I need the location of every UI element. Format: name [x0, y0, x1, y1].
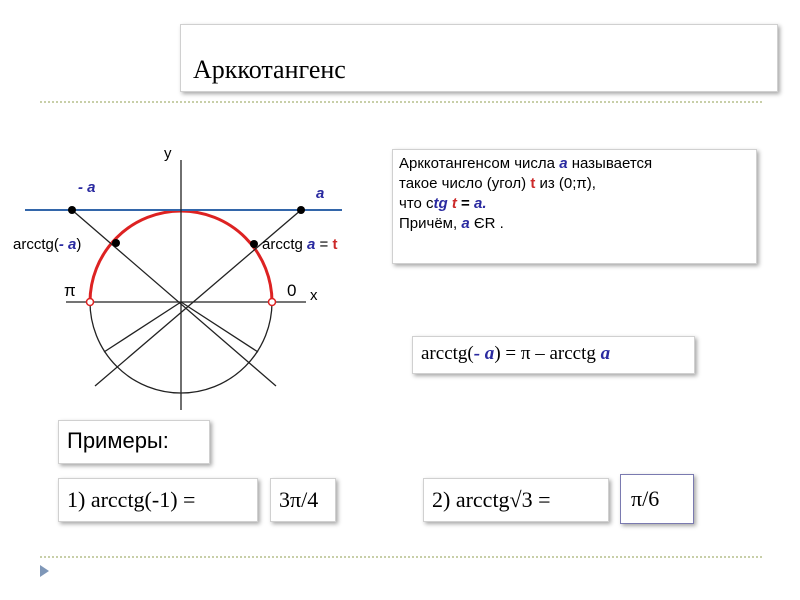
label-arcctg-neg-a: arcctg(- a): [13, 236, 82, 253]
radial-line-3: [104, 302, 181, 352]
radial-line-4: [181, 302, 258, 352]
point-zero: [269, 299, 276, 306]
example-1-answer: 3π/4: [270, 478, 336, 522]
definition-line-2: такое число (угол) t из (0;π),: [399, 175, 596, 192]
label-arcctg-a-t: arcctg a = t: [262, 236, 338, 253]
examples-label: Примеры:: [67, 428, 169, 453]
slide-title: Арккотангенс: [193, 55, 346, 84]
label-a: a: [316, 185, 325, 202]
definition-line-1: Арккотангенсом числа а называется: [399, 155, 653, 172]
point-a: [297, 206, 305, 214]
bottom-divider: [40, 556, 762, 558]
label-neg-a: - a: [78, 179, 96, 196]
label-pi: π: [64, 281, 76, 300]
unit-circle-diagram: [0, 0, 400, 420]
formula-box: arcctg(- а) = π – arcctg а: [412, 336, 695, 374]
point-neg-a: [68, 206, 76, 214]
point-pi: [87, 299, 94, 306]
definition-line-3: что ctg t = а.: [399, 195, 487, 212]
label-x: x: [310, 287, 318, 304]
example-1-question: 1) arcctg(-1) =: [58, 478, 258, 522]
definition-line-4: Причём, а ЄR .: [399, 215, 504, 232]
example-2-question: 2) arcctg√3 =: [423, 478, 609, 522]
example-2-answer: π/6: [620, 474, 694, 524]
point-arcctg-neg: [112, 239, 120, 247]
definition-box: [392, 149, 757, 264]
label-y: y: [164, 145, 172, 162]
label-zero: 0: [287, 281, 297, 300]
triangle-right-icon[interactable]: [40, 565, 49, 577]
examples-label-box: [58, 420, 210, 464]
point-arcctg-pos: [250, 240, 258, 248]
